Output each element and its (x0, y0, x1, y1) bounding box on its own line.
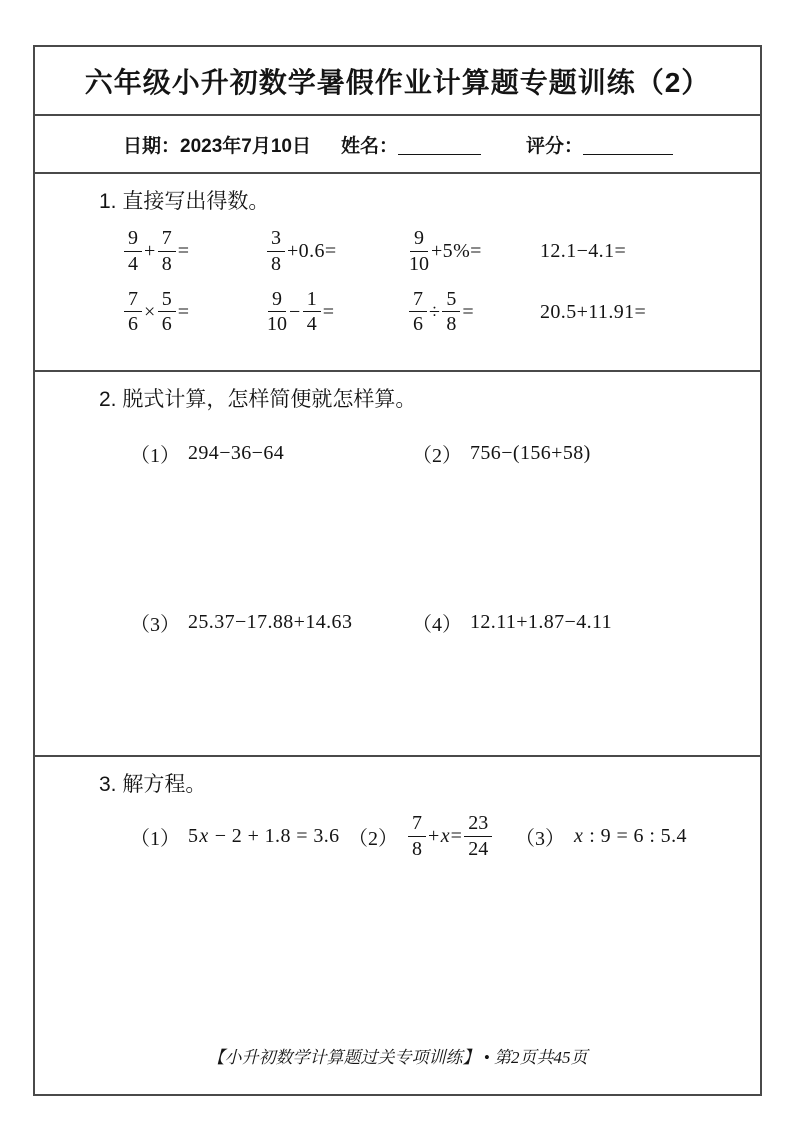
name-blank (398, 134, 481, 155)
problem-label: （4） (412, 614, 462, 637)
page-title: 六年级小升初数学暑假作业计算题专题训练（2） (84, 66, 711, 98)
fraction: $\frac{9}{10}$ (409, 227, 429, 275)
name-label: 姓名： (340, 135, 398, 157)
math-text: = (462, 300, 475, 323)
problem-expression: 756−(156+58) (470, 442, 591, 465)
section-3 (35, 757, 760, 1094)
worksheet-page (33, 45, 762, 1096)
problem-3-2 (348, 812, 515, 860)
math-text: +5%= (431, 240, 482, 263)
problem-2-3 (130, 608, 412, 637)
problem-label: （1） (130, 445, 180, 468)
section-3-heading: 3. 解方程。 (99, 773, 207, 796)
problem-row (130, 608, 760, 637)
math-text: 12.1−4.1= (540, 240, 627, 263)
fraction: $\frac{5}{8}$ (442, 288, 460, 336)
score-label: 评分： (525, 135, 583, 157)
math-text: × (144, 300, 156, 323)
title-row (35, 47, 760, 116)
math-variable: x (440, 825, 450, 848)
math-text: − 2 + 1.8 = 3.6 (209, 825, 340, 848)
section-1-problems (99, 227, 760, 336)
math-text: − (289, 300, 301, 323)
math-text: + (428, 825, 440, 848)
problem-expression: 25.37−17.88+14.63 (188, 611, 353, 634)
section-2-problems (99, 439, 760, 637)
fraction: $\frac{9}{4}$ (124, 227, 142, 275)
fraction: $\frac{23}{24}$ (464, 812, 492, 860)
math-text: 20.5+11.91= (540, 300, 647, 323)
problem-2-2 (412, 439, 591, 468)
problem-1-7 (407, 288, 540, 336)
section-1 (35, 174, 760, 372)
math-variable: x (574, 825, 583, 848)
fraction: $\frac{7}{6}$ (124, 288, 142, 336)
section-2 (35, 372, 760, 757)
problem-2-1 (130, 439, 412, 468)
meta-row (35, 116, 760, 174)
fraction: $\frac{7}{6}$ (409, 288, 427, 336)
problem-label: （1） (130, 827, 180, 850)
problem-label: （3） (515, 827, 565, 850)
math-text: 5 (188, 825, 199, 848)
problem-label: （2） (412, 445, 462, 468)
section-3-problems (99, 812, 760, 860)
page-footer: 【小升初数学计算题过关专项训练】 • 第2页共45页 (207, 1048, 588, 1067)
math-text: = (322, 300, 335, 323)
fraction: $\frac{7}{8}$ (408, 812, 426, 860)
problem-1-4 (540, 239, 626, 263)
date-label: 日期：2023年7月10日 (123, 135, 311, 157)
fraction: $\frac{5}{6}$ (158, 288, 176, 336)
math-text: = (177, 300, 190, 323)
fraction: $\frac{9}{10}$ (267, 288, 287, 336)
problem-row (130, 439, 760, 468)
math-text: = (177, 240, 190, 263)
problem-1-5 (122, 288, 265, 336)
problem-2-4 (412, 608, 612, 637)
problem-1-3 (407, 227, 540, 275)
problem-expression: 12.11+1.87−4.11 (470, 611, 613, 634)
problem-expression: 294−36−64 (188, 442, 285, 465)
problem-1-8 (540, 300, 646, 324)
problem-3-1 (130, 822, 348, 851)
section-2-heading: 2. 脱式计算，怎样简便就怎样算。 (99, 388, 417, 411)
fraction: $\frac{1}{4}$ (303, 288, 321, 336)
problem-row (122, 227, 760, 275)
math-text: +0.6= (287, 240, 337, 263)
problem-1-6 (265, 288, 407, 336)
fraction: $\frac{3}{8}$ (267, 227, 285, 275)
problem-expression (406, 812, 494, 860)
problem-expression (188, 824, 340, 848)
math-variable: x (199, 825, 209, 848)
score-blank (583, 134, 673, 155)
section-1-heading: 1. 直接写出得数。 (99, 190, 270, 213)
fraction: $\frac{7}{8}$ (158, 227, 176, 275)
problem-1-2 (265, 227, 407, 275)
math-text: + (144, 240, 156, 263)
problem-label: （3） (130, 614, 180, 637)
problem-expression (573, 824, 687, 848)
math-text: : 9 = 6 : 5.4 (583, 825, 687, 848)
problem-3-3 (515, 822, 687, 851)
problem-1-1 (122, 227, 265, 275)
problem-row (122, 288, 760, 336)
problem-label: （2） (348, 827, 398, 850)
math-text: = (450, 825, 463, 848)
math-text: ÷ (429, 300, 441, 323)
